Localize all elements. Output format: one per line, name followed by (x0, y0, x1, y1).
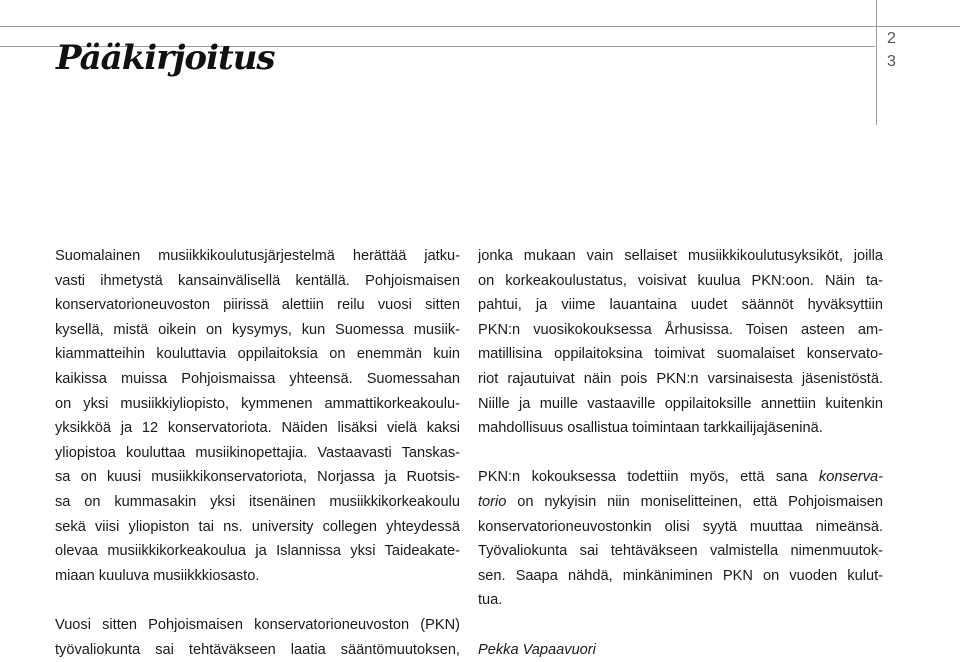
left-column (55, 244, 460, 662)
text-line: on yksi musiikkiyliopisto, kymmenen ammattikorkeakoulu- (55, 392, 460, 417)
text-line: sekä viisi yliopiston tai ns. university collegen yhteydessä (55, 515, 460, 540)
text-line: yksikköä ja 12 konservatoriota. Näiden lisäksi vielä kaksi (55, 416, 460, 441)
page-title: Pääkirjoitus (56, 38, 275, 78)
paragraph-gap (478, 441, 883, 466)
text-segment: on nykyisin niin moniselitteinen, että Pohjoismaisen (506, 494, 883, 510)
text-line: kysellä, mistä oikein on kysymys, kun Suomessa musiik- (55, 318, 460, 343)
right-column (478, 244, 883, 662)
text-line (478, 490, 883, 515)
header-rule-top (0, 26, 960, 27)
text-line: matillisina oppilaitoksina toimivat suomalaiset konservato- (478, 342, 883, 367)
text-line: miaan kuuluva musiikkkiosasto. (55, 564, 460, 589)
left-paragraph-2 (55, 613, 460, 662)
text-line: kaikissa muissa Pohjoismaissa yhteensä. Suomessahan (55, 367, 460, 392)
text-line: on korkeakoulustatus, voisivat kuulua PKN:oon. Näin ta- (478, 269, 883, 294)
right-paragraph-2 (478, 465, 883, 613)
text-line: tua. (478, 588, 883, 613)
paragraph-gap (55, 588, 460, 613)
author-signature: Pekka Vapaavuori (478, 638, 883, 662)
text-line: konservatorioneuvostonkin olisi syytä muuttaa nimeänsä. (478, 515, 883, 540)
text-line: sa on kummasakin yksi itsenäinen musiikkikorkeakoulu (55, 490, 460, 515)
text-line: sen. Saapa nähdä, minkäniminen PKN on vuoden kulut- (478, 564, 883, 589)
text-line: Työvaliokunta sai tehtäväkseen valmistella nimenmuutok- (478, 539, 883, 564)
text-segment: PKN:n kokouksessa todettiin myös, että sana (478, 469, 819, 485)
text-line: sa on kuusi musiikkikonservatoriota, Norjassa ja Ruotsis- (55, 465, 460, 490)
paragraph-gap (478, 613, 883, 638)
signature-paragraph (478, 638, 883, 662)
text-line: konservatorioneuvoston piirissä alettiin reilu vuosi sitten (55, 293, 460, 318)
header-rule-vertical (876, 0, 877, 125)
page-number-right: 3 (887, 53, 896, 71)
left-paragraph-1 (55, 244, 460, 588)
text-line: kiammatteihin kouluttavia oppilaitoksia on enemmän kuin (55, 342, 460, 367)
text-line: Suomalainen musiikkikoulutusjärjestelmä herättää jatku- (55, 244, 460, 269)
text-line: Niille ja muille vastaaville oppilaitoksille annettiin kuitenkin (478, 392, 883, 417)
text-line: jonka mukaan vain sellaiset musiikkikoulutusyksiköt, joilla (478, 244, 883, 269)
text-line: yliopistoa kouluttaa musiikinopettajia. Vastaavasti Tanskas- (55, 441, 460, 466)
text-line: vasti ihmetystä kansainvälisellä kentällä. Pohjoismaisen (55, 269, 460, 294)
text-line: työvaliokunta sai tehtäväkseen laatia sääntömuutoksen, (55, 638, 460, 662)
text-line: PKN:n vuosikokouksessa Århusissa. Toisen asteen am- (478, 318, 883, 343)
right-paragraph-1 (478, 244, 883, 441)
text-line: pahtui, ja viime lauantaina uudet säännöt hyväksyttiin (478, 293, 883, 318)
italic-term: torio (478, 494, 506, 510)
page-number-left: 2 (887, 30, 896, 48)
text-line (478, 465, 883, 490)
text-line: mahdollisuus osallistua toimintaan tarkkailijajäseninä. (478, 416, 883, 441)
text-line: olevaa musiikkikorkeakoulua ja Islannissa yksi Taideakate- (55, 539, 460, 564)
text-line: Vuosi sitten Pohjoismaisen konservatorioneuvoston (PKN) (55, 613, 460, 638)
italic-term: konserva- (819, 469, 883, 485)
text-line: riot rajautuivat näin pois PKN:n varsinaisesta jäsenistöstä. (478, 367, 883, 392)
